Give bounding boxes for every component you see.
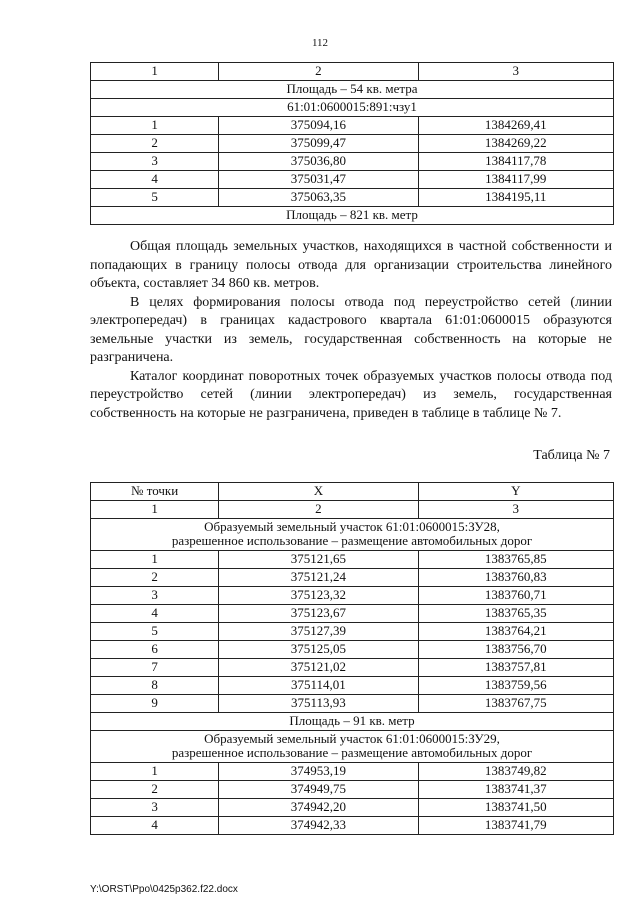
x-value: 374953,19 [219,763,418,781]
group-title-line: разрешенное использование – размещение автомобильных дорог [171,533,533,548]
table-row [91,117,614,135]
x-value: 375113,93 [219,695,418,713]
y-value: 1384269,22 [418,135,613,153]
paragraph: Каталог координат поворотных точек образуемых участков полосы отвода под переустройство сетей (линии электропередач) из земель, государственная собственность на которые не разграничена, приведен в таблице в таблице № 7. [90,368,612,421]
table-row [91,587,614,605]
point-number: 5 [91,623,219,641]
y-value: 1383760,83 [418,569,613,587]
y-value: 1383749,82 [418,763,613,781]
y-value: 1384195,11 [418,189,613,207]
table-row [91,569,614,587]
point-number: 4 [91,605,219,623]
body-text [90,238,612,423]
column-header-y: Y [418,483,613,501]
y-value: 1383741,37 [418,781,613,799]
column-header-x: X [219,483,418,501]
y-value: 1383757,81 [418,659,613,677]
paragraph: Общая площадь земельных участков, находящихся в частной собственности и попадающих в границу полосы отвода для организации строительства линейного объекта, составляет 34 860 кв. метров. [90,239,612,291]
column-numbers-row [91,501,614,519]
area-cell: Площадь – 54 кв. метра [91,81,614,99]
table-row [91,189,614,207]
parcel-id-cell: 61:01:0600015:891:чзу1 [91,99,614,117]
y-value: 1383764,21 [418,623,613,641]
table-7 [90,482,614,835]
point-number: 3 [91,587,219,605]
area-row [91,81,614,99]
x-value: 375094,16 [219,117,418,135]
header-cell: 2 [219,63,418,81]
y-value: 1383741,50 [418,799,613,817]
file-path-footer: Y:\ORST\Ppo\0425p362.f22.docx [90,884,238,895]
table-header-row [91,63,614,81]
y-value: 1383760,71 [418,587,613,605]
x-value: 375063,35 [219,189,418,207]
table-row [91,623,614,641]
point-number: 3 [91,153,219,171]
x-value: 374942,33 [219,817,418,835]
area-cell: Площадь – 91 кв. метр [91,713,614,731]
point-number: 1 [91,763,219,781]
x-value: 375123,67 [219,605,418,623]
x-value: 375121,02 [219,659,418,677]
point-number: 9 [91,695,219,713]
group-title-line: Образуемый земельный участок 61:01:0600015:ЗУ29, [204,731,500,746]
header-cell: 1 [91,63,219,81]
column-number: 2 [219,501,418,519]
table-row [91,659,614,677]
table-row [91,799,614,817]
group-title-line: Образуемый земельный участок 61:01:0600015:ЗУ28, [204,519,500,534]
x-value: 375125,05 [219,641,418,659]
coordinates-table-continued [90,62,614,225]
table-row [91,781,614,799]
point-number: 2 [91,569,219,587]
paragraph: В целях формирования полосы отвода под переустройство сетей (линии электропередач) в границах кадастрового квартала 61:01:0600015 образуются земельные участки из земель, государственная собственность на которые не разграничена. [90,294,612,365]
x-value: 375127,39 [219,623,418,641]
x-value: 375099,47 [219,135,418,153]
table-row [91,551,614,569]
y-value: 1384117,99 [418,171,613,189]
point-number: 6 [91,641,219,659]
table-row [91,605,614,623]
point-number: 5 [91,189,219,207]
page-number: 112 [311,37,329,49]
table-row [91,695,614,713]
group-title-row [91,731,614,763]
table-row [91,641,614,659]
y-value: 1384117,78 [418,153,613,171]
parcel-row [91,99,614,117]
table-row [91,817,614,835]
point-number: 7 [91,659,219,677]
point-number: 2 [91,135,219,153]
table-row [91,763,614,781]
point-number: 2 [91,781,219,799]
area-cell: Площадь – 821 кв. метр [91,207,614,225]
y-value: 1384269,41 [418,117,613,135]
point-number: 1 [91,117,219,135]
group-title-cell [91,519,614,551]
point-number: 4 [91,171,219,189]
x-value: 375031,47 [219,171,418,189]
coordinates-table-body [91,63,614,225]
x-value: 374942,20 [219,799,418,817]
x-value: 375114,01 [219,677,418,695]
column-header-point: № точки [91,483,219,501]
x-value: 374949,75 [219,781,418,799]
table-title: Таблица № 7 [533,448,610,463]
y-value: 1383756,70 [418,641,613,659]
point-number: 4 [91,817,219,835]
group-title-line: разрешенное использование – размещение автомобильных дорог [171,745,533,760]
y-value: 1383767,75 [418,695,613,713]
y-value: 1383741,79 [418,817,613,835]
y-value: 1383759,56 [418,677,613,695]
x-value: 375121,65 [219,551,418,569]
table-7-body [91,483,614,835]
column-number: 1 [91,501,219,519]
group-title-cell [91,731,614,763]
column-number: 3 [418,501,613,519]
x-value: 375121,24 [219,569,418,587]
table-row [91,171,614,189]
point-number: 3 [91,799,219,817]
group-title-row [91,519,614,551]
area-row [91,713,614,731]
table-row [91,135,614,153]
point-number: 1 [91,551,219,569]
y-value: 1383765,85 [418,551,613,569]
y-value: 1383765,35 [418,605,613,623]
x-value: 375036,80 [219,153,418,171]
point-number: 8 [91,677,219,695]
table-header-row [91,483,614,501]
header-cell: 3 [418,63,613,81]
table-row [91,153,614,171]
area-row [91,207,614,225]
table-row [91,677,614,695]
x-value: 375123,32 [219,587,418,605]
